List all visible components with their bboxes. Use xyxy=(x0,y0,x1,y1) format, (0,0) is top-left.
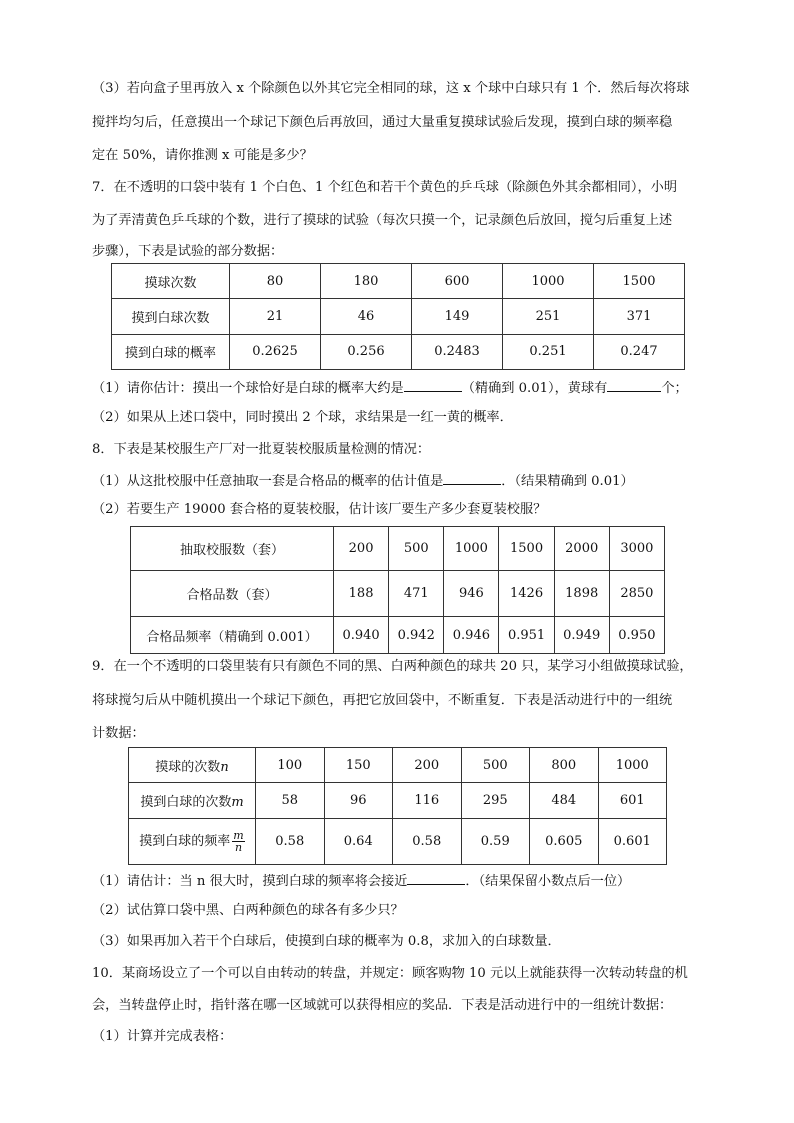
table-cell: 600 xyxy=(412,264,503,299)
table-row xyxy=(131,617,665,654)
q7-line1: 7．在不透明的口袋中装有 1 个白色、1 个红色和若干个黄色的乒乓球（除颜色外其余都相同），小明 xyxy=(92,180,678,195)
q6-part3-line2: 搅拌均匀后，任意摸出一个球记下颜色后再放回，通过大量重复摸球试验后发现，摸到白球的频率稳 xyxy=(92,115,673,130)
table-cell: 601 xyxy=(598,783,667,819)
q7-table xyxy=(111,263,685,370)
table-row xyxy=(129,748,667,783)
table-cell: 1000 xyxy=(503,264,594,299)
q8-line1: 8．下表是某校服生产厂对一批夏装校服质量检测的情况： xyxy=(92,442,431,457)
table-cell: 180 xyxy=(321,264,412,299)
table-row xyxy=(131,571,665,617)
table-cell: 0.58 xyxy=(393,819,462,865)
table-cell: 2000 xyxy=(554,527,609,571)
table-cell: 200 xyxy=(393,748,462,783)
q7-part1 xyxy=(92,377,688,399)
table-cell: 471 xyxy=(389,571,444,617)
q7-part1-text-a: （1）请你估计：摸出一个球恰好是白球的概率大约是 xyxy=(92,381,404,396)
q9-table xyxy=(128,747,667,865)
table-cell: 0.247 xyxy=(594,334,685,369)
q7-part1-text-c: 个； xyxy=(661,381,688,396)
answer-blank xyxy=(404,377,462,392)
table-row xyxy=(112,264,685,299)
header-m-label: 摸到白球的次数 xyxy=(140,795,232,810)
table-row xyxy=(131,527,665,571)
table-cell: 0.2483 xyxy=(412,334,503,369)
table-cell: 抽取校服数（套） xyxy=(131,527,334,571)
table-cell: 500 xyxy=(389,527,444,571)
table-cell: 484 xyxy=(530,783,599,819)
q8-part1-text-a: （1）从这批校服中任意抽取一套是合格品的概率的估计值是 xyxy=(92,474,444,489)
table-cell: 188 xyxy=(334,571,389,617)
table-row xyxy=(129,819,667,865)
table-cell: 0.605 xyxy=(530,819,599,865)
q8-table xyxy=(130,526,665,654)
q10-line1: 10．某商场设立了一个可以自由转动的转盘，并规定：顾客购物 10 元以上就能获得一次转动转盘的机 xyxy=(92,966,688,981)
table-cell: 0.601 xyxy=(598,819,667,865)
table-header-freq xyxy=(129,819,256,865)
q9-line3: 计数据： xyxy=(92,726,145,741)
table-cell: 1426 xyxy=(499,571,554,617)
table-cell: 0.64 xyxy=(324,819,393,865)
q9-part3: （3）如果再加入若干个白球后，使摸到白球的概率为 0.8，求加入的白球数量． xyxy=(92,934,561,949)
table-cell: 0.950 xyxy=(609,617,664,654)
table-cell: 800 xyxy=(530,748,599,783)
q10-line2: 会，当转盘停止时，指针落在哪一区域就可以获得相应的奖品．下表是活动进行中的一组统计数据： xyxy=(92,998,673,1013)
q6-part3-line1: （3）若向盒子里再放入 x 个除颜色以外其它完全相同的球，这 x 个球中白球只有 1 个．然后每次将球 xyxy=(92,81,690,96)
q10-part1: （1）计算并完成表格： xyxy=(92,1029,233,1044)
answer-blank xyxy=(407,870,465,885)
fraction-numerator: m xyxy=(233,829,244,842)
header-freq-label: 摸到白球的频率 xyxy=(139,834,231,849)
table-cell: 1000 xyxy=(444,527,499,571)
table-cell: 116 xyxy=(393,783,462,819)
table-cell: 0.59 xyxy=(461,819,530,865)
table-cell: 2850 xyxy=(609,571,664,617)
answer-blank xyxy=(443,470,501,485)
q9-line1: 9．在一个不透明的口袋里装有只有颜色不同的黑、白两种颜色的球共 20 只，某学习小组做摸球试验， xyxy=(92,659,693,674)
table-cell: 251 xyxy=(503,299,594,334)
table-row xyxy=(112,334,685,369)
q8-part1-text-b: ．（结果精确到 0.01） xyxy=(501,474,634,489)
table-cell: 371 xyxy=(594,299,685,334)
table-header-m xyxy=(129,783,256,819)
table-cell: 0.58 xyxy=(256,819,325,865)
table-row xyxy=(112,299,685,334)
header-n-label: 摸球的次数 xyxy=(155,759,221,775)
header-n-var: n xyxy=(220,759,229,775)
table-cell: 100 xyxy=(256,748,325,783)
table-cell: 21 xyxy=(230,299,321,334)
q7-line2: 为了弄清黄色乒乓球的个数，进行了摸球的试验（每次只摸一个，记录颜色后放回，搅匀后重复上述 xyxy=(92,213,673,228)
q8-part1 xyxy=(92,470,634,492)
table-cell: 0.251 xyxy=(503,334,594,369)
table-header-n xyxy=(129,748,256,783)
table-cell: 0.951 xyxy=(499,617,554,654)
table-cell: 3000 xyxy=(609,527,664,571)
table-cell: 1500 xyxy=(594,264,685,299)
table-cell: 80 xyxy=(230,264,321,299)
table-cell: 0.940 xyxy=(334,617,389,654)
table-cell: 96 xyxy=(324,783,393,819)
q9-part1 xyxy=(92,870,630,892)
fraction-m-over-n xyxy=(232,830,244,853)
q7-line3: 步骤），下表是试验的部分数据： xyxy=(92,244,284,259)
table-cell: 0.942 xyxy=(389,617,444,654)
table-cell: 1898 xyxy=(554,571,609,617)
q7-part1-text-b: （精确到 0.01），黄球有 xyxy=(461,381,608,396)
q9-part1-text-b: ．（结果保留小数点后一位） xyxy=(465,874,631,889)
table-cell: 合格品数（套） xyxy=(131,571,334,617)
table-cell: 200 xyxy=(334,527,389,571)
table-cell: 1500 xyxy=(499,527,554,571)
table-row xyxy=(129,783,667,819)
table-cell: 0.946 xyxy=(444,617,499,654)
fraction-denominator: n xyxy=(234,841,243,854)
q9-part2: （2）试估算口袋中黑、白两种颜色的球各有多少只？ xyxy=(92,903,404,918)
table-cell: 500 xyxy=(461,748,530,783)
header-m-var: m xyxy=(231,795,244,810)
table-cell: 0.949 xyxy=(554,617,609,654)
q9-part1-text-a: （1）请估计：当 n 很大时，摸到白球的频率将会接近 xyxy=(92,874,408,889)
table-cell: 摸到白球次数 xyxy=(112,299,230,334)
q8-part2: （2）若要生产 19000 套合格的夏装校服，估计该厂要生产多少套夏装校服？ xyxy=(92,502,547,517)
table-cell: 1000 xyxy=(598,748,667,783)
table-cell: 295 xyxy=(461,783,530,819)
table-cell: 摸球次数 xyxy=(112,264,230,299)
table-cell: 946 xyxy=(444,571,499,617)
table-cell: 摸到白球的概率 xyxy=(112,334,230,369)
table-cell: 150 xyxy=(324,748,393,783)
table-cell: 58 xyxy=(256,783,325,819)
table-cell: 合格品频率（精确到 0.001） xyxy=(131,617,334,654)
table-cell: 149 xyxy=(412,299,503,334)
table-cell: 46 xyxy=(321,299,412,334)
answer-blank xyxy=(607,377,661,392)
q7-part2: （2）如果从上述口袋中，同时摸出 2 个球，求结果是一红一黄的概率． xyxy=(92,410,513,425)
q6-part3-line3: 定在 50%，请你推测 x 可能是多少？ xyxy=(92,148,313,163)
table-cell: 0.256 xyxy=(321,334,412,369)
table-cell: 0.2625 xyxy=(230,334,321,369)
q9-line2: 将球搅匀后从中随机摸出一个球记下颜色，再把它放回袋中，不断重复．下表是活动进行中的一组统 xyxy=(92,693,673,708)
